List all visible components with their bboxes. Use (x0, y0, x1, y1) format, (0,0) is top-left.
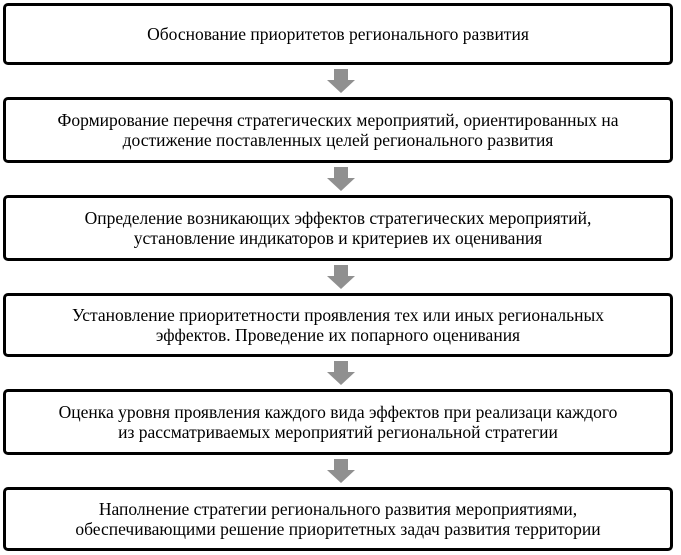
step-6-box (3, 487, 673, 551)
down-arrow-icon (327, 167, 355, 191)
step-4-label: Установление приоритетности проявления тех или иных региональных эффектов. Проведение их попарного оценивания (71, 305, 605, 345)
down-arrow-icon (327, 265, 355, 289)
step-5-box (3, 389, 673, 455)
step-2-label: Формирование перечня стратегических мероприятий, ориентированных на достижение поставленных целей регионального развития (57, 110, 619, 150)
step-5-label: Оценка уровня проявления каждого вида эффектов при реализаци каждого из рассматриваемых мероприятий региональной стратегии (58, 402, 618, 442)
step-6-label: Наполнение стратегии регионального развития мероприятиями, обеспечивающими решение приоритетных задач развития территории (75, 499, 601, 539)
step-1-box (3, 3, 673, 65)
step-4-box (3, 293, 673, 357)
down-arrow-icon (327, 361, 355, 385)
step-3-label: Определение возникающих эффектов стратегических мероприятий, установление индикаторов и критериев их оценивания (84, 208, 592, 248)
down-arrow-icon (327, 459, 355, 483)
down-arrow-icon (327, 69, 355, 93)
step-3-box (3, 195, 673, 261)
step-2-box (3, 97, 673, 163)
step-1-label: Обоснование приоритетов регионального развития (147, 24, 529, 44)
